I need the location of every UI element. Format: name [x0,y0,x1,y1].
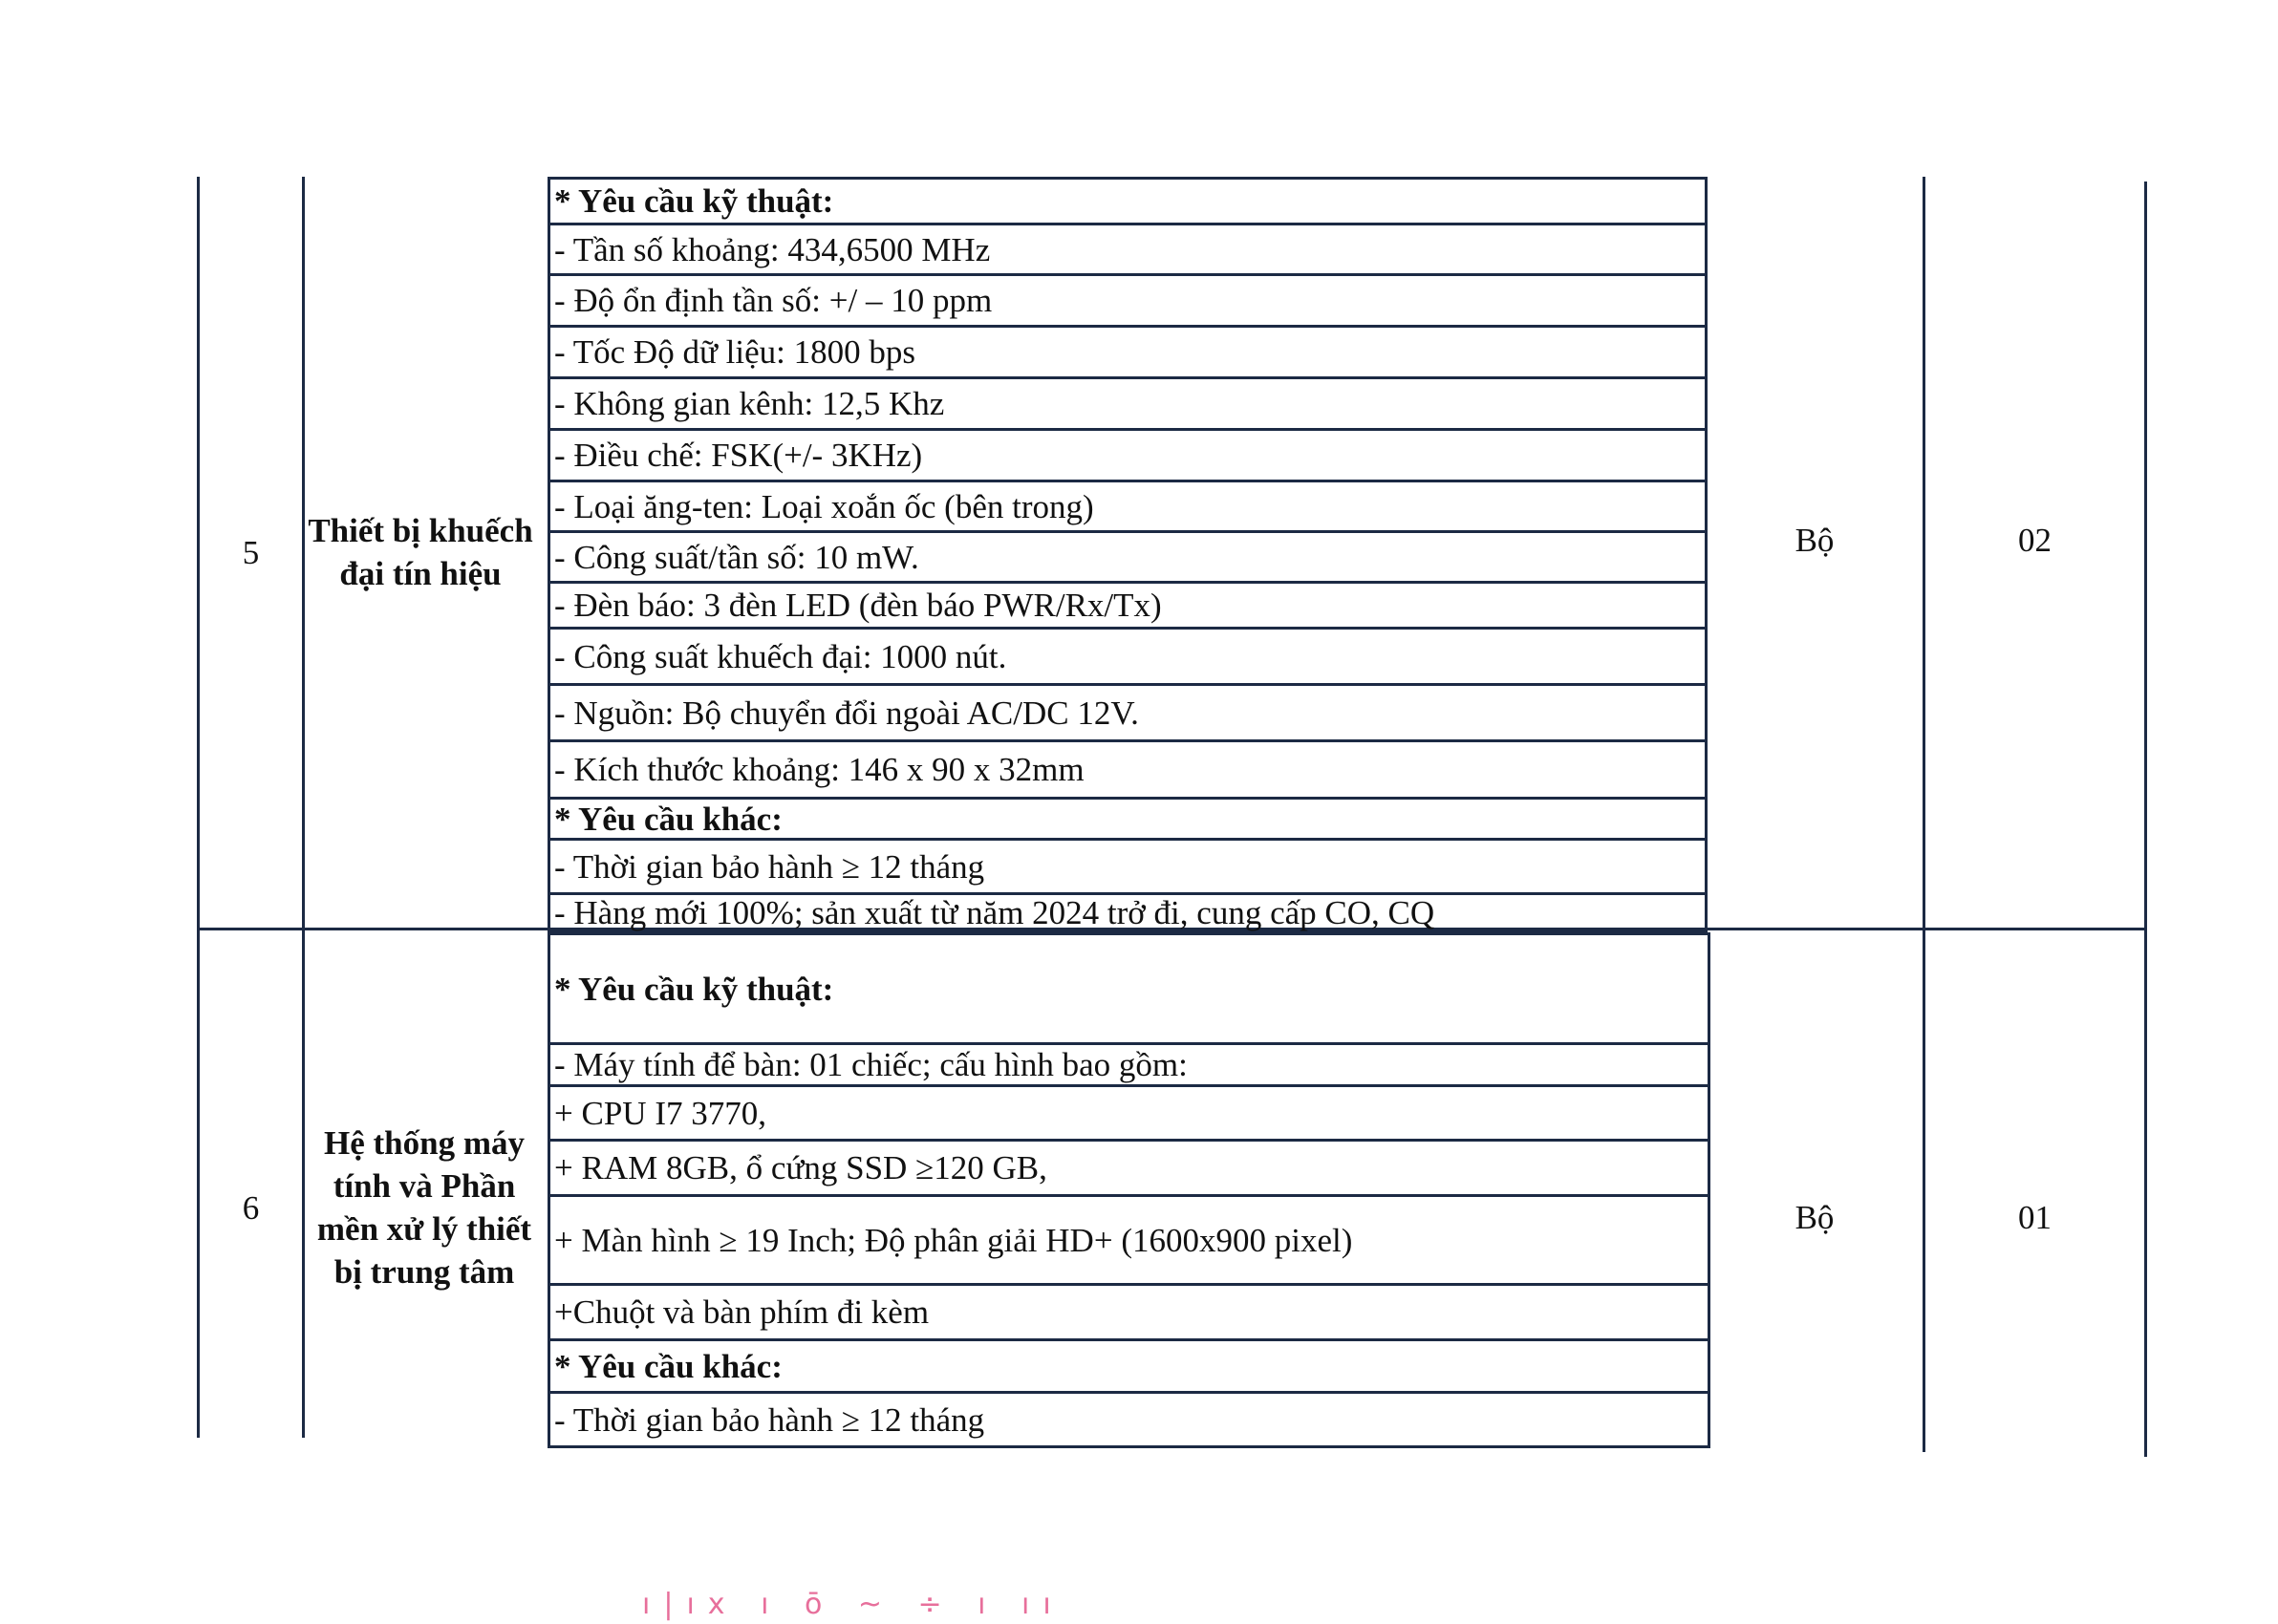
table-border-stt [302,177,305,1438]
item-name: Thiết bị khuếch đại tín hiệu [308,512,533,592]
spec-line: - Tần số khoảng: 434,6500 MHz [550,223,1705,273]
table-border-right [2144,182,2147,1457]
spec-line: - Công suất khuếch đại: 1000 nút. [550,627,1705,683]
spec-line: * Yêu cầu khác: [550,1338,1708,1391]
item-unit: Bộ [1794,521,1835,559]
spec-line: - Tốc Độ dữ liệu: 1800 bps [550,325,1705,376]
spec-line: - Thời gian bảo hành ≥ 12 tháng [550,1391,1708,1445]
spec-line: * Yêu cầu kỹ thuật: [554,182,834,220]
spec-line: - Nguồn: Bộ chuyển đổi ngoài AC/DC 12V. [550,683,1705,739]
row-number: 6 [242,1188,260,1227]
spec-line: - Loại ăng-ten: Loại xoắn ốc (bên trong) [550,480,1705,530]
row-number: 5 [242,533,260,571]
spec-line: - Máy tính để bàn: 01 chiếc; cấu hình bao gồm: [550,1042,1708,1084]
spec-line: - Thời gian bảo hành ≥ 12 tháng [550,838,1705,892]
spec-line: - Công suất/tần số: 10 mW. [550,530,1705,581]
item-name: Hệ thống máy tính và Phần mền xử lý thiết bị trung tâm [316,1124,532,1291]
item-quantity: 01 [2018,1198,2052,1236]
spec-line: - Điều chế: FSK(+/- 3KHz) [550,428,1705,480]
spec-line: - Đèn báo: 3 đèn LED (đèn báo PWR/Rx/Tx) [550,581,1705,627]
spec-line: + RAM 8GB, ổ cứng SSD ≥120 GB, [550,1139,1708,1194]
spec-line: +Chuột và bàn phím đi kèm [550,1283,1708,1338]
spec-line: - Hàng mới 100%; sản xuất từ năm 2024 trở đi, cung cấp CO, CQ [550,892,1705,930]
spec-line: - Độ ổn định tần số: +/ – 10 ppm [550,273,1705,325]
spec-list [548,932,1710,1448]
spec-line: - Kích thước khoảng: 146 x 90 x 32mm [550,739,1705,797]
spec-line: * Yêu cầu khác: [550,797,1705,838]
item-unit: Bộ [1794,1198,1835,1236]
spec-line: + CPU I7 3770, [550,1084,1708,1139]
spec-list [548,177,1708,932]
item-quantity: 02 [2018,521,2052,559]
spec-line: + Màn hình ≥ 19 Inch; Độ phân giải HD+ (1600x900 pixel) [550,1194,1708,1283]
spec-line: - Không gian kênh: 12,5 Khz [550,376,1705,428]
spec-line: * Yêu cầu kỹ thuật: [554,970,834,1008]
stamp-mark: ı|ıx ı ō ~ ÷ ı ıı [642,1588,1064,1621]
